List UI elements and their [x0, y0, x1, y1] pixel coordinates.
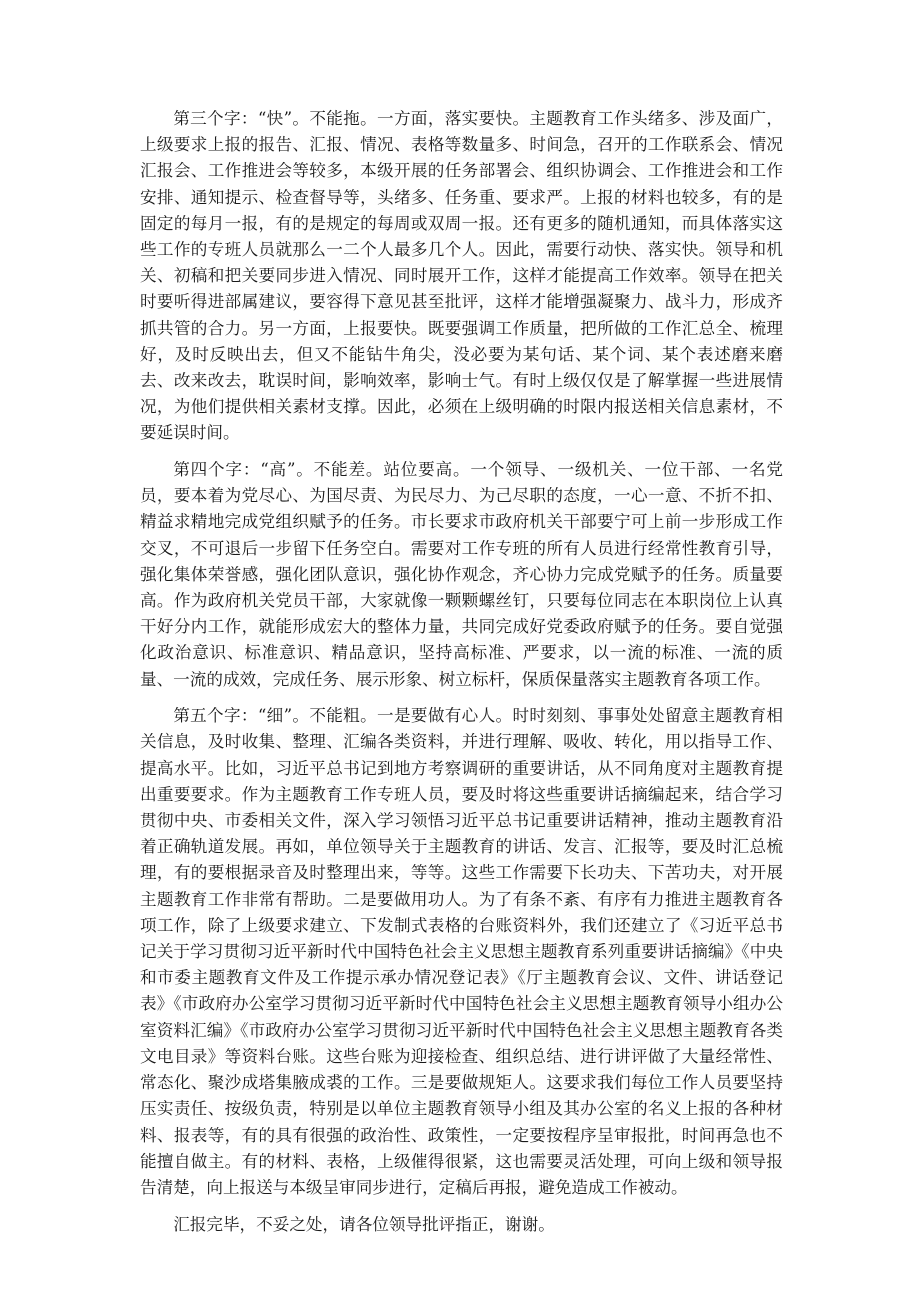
document-body	[140, 106, 783, 1248]
paragraph-xi: 第五个字：“细”。不能粗。一是要做有心人。时时刻刻、事事处处留意主题教育相关信息，及时收集、整理、汇编各类资料，并进行理解、吸收、转化，用以指导工作、提高水平。比如，习近平总书记到地方考察调研的重要讲话，从不同角度对主题教育提出重要要求。作为主题教育工作专班人员，要及时将这些重要讲话摘编起来，结合学习贯彻中央、市委相关文件，深入学习领悟习近平总书记重要讲话精神，推动主题教育沿着正确轨道发展。再如，单位领导关于主题教育的讲话、发言、汇报等，要及时汇总梳理，有的要根据录音及时整理出来，等等。这些工作需要下长功夫、下苦功夫，对开展主题教育工作非常有帮助。二是要做用功人。为了有条不紊、有序有力推进主题教育各项工作，除了上级要求建立、下发制式表格的台账资料外，我们还建立了《习近平总书记关于学习贯彻习近平新时代中国特色社会主义思想主题教育系列重要讲话摘编》《中央和市委主题教育文件及工作提示承办情况登记表》《厅主题教育会议、文件、讲话登记表》《市政府办公室学习贯彻习近平新时代中国特色社会主义思想主题教育领导小组办公室资料汇编》《市政府办公室学习贯彻习近平新时代中国特色社会主义思想主题教育各类文电目录》等资料台账。这些台账为迎接检查、组织总结、进行讲评做了大量经常性、常态化、聚沙成塔集腋成裘的工作。三是要做规矩人。这要求我们每位工作人员要坚持压实责任、按级负责，特别是以单位主题教育领导小组及其办公室的名义上报的各种材料、报表等，有的具有很强的政治性、政策性，一定要按程序呈审报批，时间再急也不能擅自做主。有的材料、表格，上级催得很紧，这也需要灵活处理，可向上级和领导报告清楚，向上报送与本级呈审同步进行，定稿后再报，避免造成工作被动。	[140, 706, 783, 1197]
paragraph-gao: 第四个字：“高”。不能差。站位要高。一个领导、一级机关、一位干部、一名党员，要本着为党尽心、为国尽责、为民尽力、为己尽职的态度，一心一意、不折不扣、精益求精地完成党组织赋予的任务。市长要求市政府机关干部要宁可上前一步形成工作交叉，不可退后一步留下任务空白。需要对工作专班的所有人员进行经常性教育引导，强化集体荣誉感，强化团队意识，强化协作观念，齐心协力完成党赋予的任务。质量要高。作为政府机关党员干部，大家就像一颗颗螺丝钉，只要每位同志在本职岗位上认真干好分内工作，就能形成宏大的整体力量，共同完成好党委政府赋予的任务。要自觉强化政治意识、标准意识、精品意识，坚持高标准、严要求，以一流的标准、一流的质量、一流的成效，完成任务、展示形象、树立标杆，保质保量落实主题教育各项工作。	[140, 460, 783, 689]
paragraph-kuai: 第三个字：“快”。不能拖。一方面，落实要快。主题教育工作头绪多、涉及面广，上级要求上报的报告、汇报、情况、表格等数量多、时间急，召开的工作联系会、情况汇报会、工作推进会等较多，本级开展的任务部署会、组织协调会、工作推进会和工作安排、通知提示、检查督导等，头绪多、任务重、要求严。上报的材料也较多，有的是固定的每月一报，有的是规定的每周或双周一报。还有更多的随机通知，而具体落实这些工作的专班人员就那么一二个人最多几个人。因此，需要行动快、落实快。领导和机关、初稿和把关要同步进入情况、同时展开工作，这样才能提高工作效率。领导在把关时要听得进部属建议，要容得下意见甚至批评，这样才能增强凝聚力、战斗力，形成齐抓共管的合力。另一方面，上报要快。既要强调工作质量，把所做的工作汇总全、梳理好，及时反映出去，但又不能钻牛角尖，没必要为某句话、某个词、某个表述磨来磨去、改来改去，耽误时间，影响效率，影响士气。有时上级仅仅是了解掌握一些进展情况，为他们提供相关素材支撑。因此，必须在上级明确的时限内报送相关信息素材，不要延误时间。	[140, 109, 783, 443]
paragraph-closing: 汇报完毕，不妥之处，请各位领导批评指正，谢谢。	[173, 1214, 555, 1234]
